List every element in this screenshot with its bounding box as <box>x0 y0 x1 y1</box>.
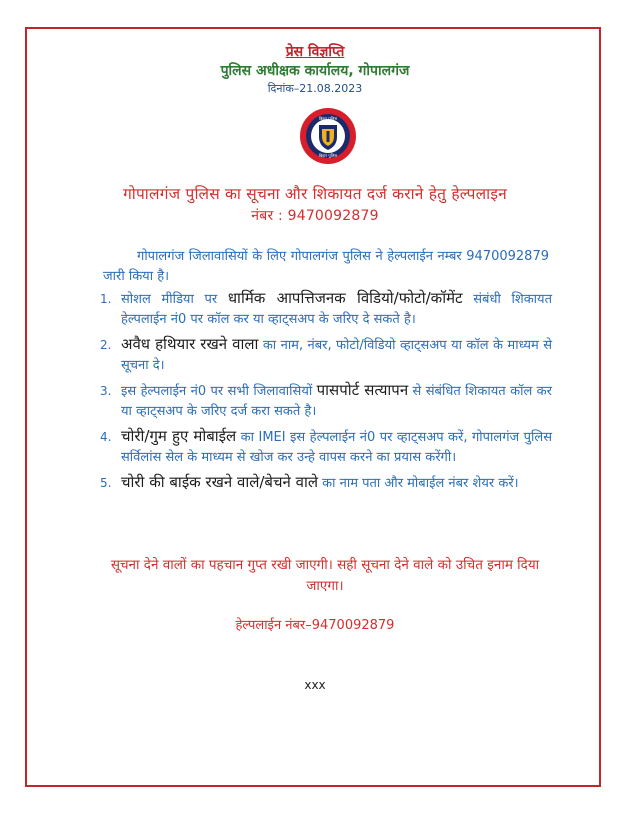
list-item <box>100 334 552 376</box>
item-text-post: का नाम, नंबर, फोटो/विडियो व्हाट्सअप या कॉल के माध्यम से सूचना दे। <box>121 338 552 373</box>
helpline-number: हेल्पलाईन नंबर–9470092879 <box>235 618 395 633</box>
list-number: 2. <box>100 338 112 352</box>
list-number: 4. <box>100 430 112 444</box>
item-highlight: धार्मिक आपत्तिजनक विडियो/फोटो/कॉमेंट <box>227 289 463 307</box>
item-text-post: संबंधी शिकायत हेल्पलाईन नं0 पर कॉल कर या व्हाट्सअप के जरिए दे सकते है। <box>121 292 552 327</box>
list-item <box>100 472 552 494</box>
item-highlight: चोरी की बाईक रखने वाले/बेचने वाले <box>121 473 319 491</box>
list-item <box>100 426 552 468</box>
headline-line-1: गोपालगंज पुलिस का सूचना और शिकायत दर्ज कराने हेतु हेल्पलाइन <box>123 185 507 203</box>
list-number: 1. <box>100 292 112 306</box>
item-highlight: पासपोर्ट सत्यापन <box>316 381 409 399</box>
item-highlight: चोरी/गुम हुए मोबाईल <box>121 427 237 445</box>
item-text-post: का IMEI इस हेल्पलाईन नं0 पर व्हाट्सअप करें, गोपालगंज पुलिस सर्विलांस सेल के माध्यम से खोज कर उन्हे वापस करने का प्रयास करेंगी। <box>121 430 552 465</box>
list-number: 3. <box>100 384 112 398</box>
bihar-police-logo-icon <box>299 107 357 165</box>
headline-line-2: नंबर : 9470092879 <box>251 208 379 224</box>
intro-paragraph: गोपालगंज जिलावासियों के लिए गोपालगंज पुलिस ने हेल्पलाईन नम्बर 9470092879 जारी किया है। <box>103 249 549 284</box>
logo-bottom-text: बिहार पुलिस <box>318 153 338 158</box>
list-item <box>100 380 552 422</box>
release-date: दिनांक–21.08.2023 <box>267 82 363 95</box>
item-text-pre: इस हेल्पलाईन नं0 पर सभी जिलावासियों <box>121 384 317 399</box>
list-number: 5. <box>100 476 112 490</box>
item-text-post: का नाम पता और मोबाईल नंबर शेयर करें। <box>318 476 519 491</box>
item-text-pre: सोशल मीडिया पर <box>121 292 228 307</box>
press-release-title: प्रेस विज्ञप्ति <box>285 44 345 60</box>
item-highlight: अवैध हथियार रखने वाला <box>121 335 259 353</box>
item-text-post: से संबंधित शिकायत कॉल कर या व्हाट्सअप के जरिए दर्ज करा सकते है। <box>121 384 552 419</box>
logo-top-text: बिहार पुलिस <box>318 116 338 121</box>
list-item <box>100 288 552 330</box>
end-mark: xxx <box>304 678 326 692</box>
confidentiality-notice: सूचना देने वालों का पहचान गुप्त रखी जाएगी। सही सूचना देने वाले को उचित इनाम दिया जाएगा। <box>110 557 540 594</box>
helpline-uses-list <box>100 288 552 498</box>
office-name: पुलिस अधीक्षक कार्यालय, गोपालगंज <box>220 63 410 79</box>
